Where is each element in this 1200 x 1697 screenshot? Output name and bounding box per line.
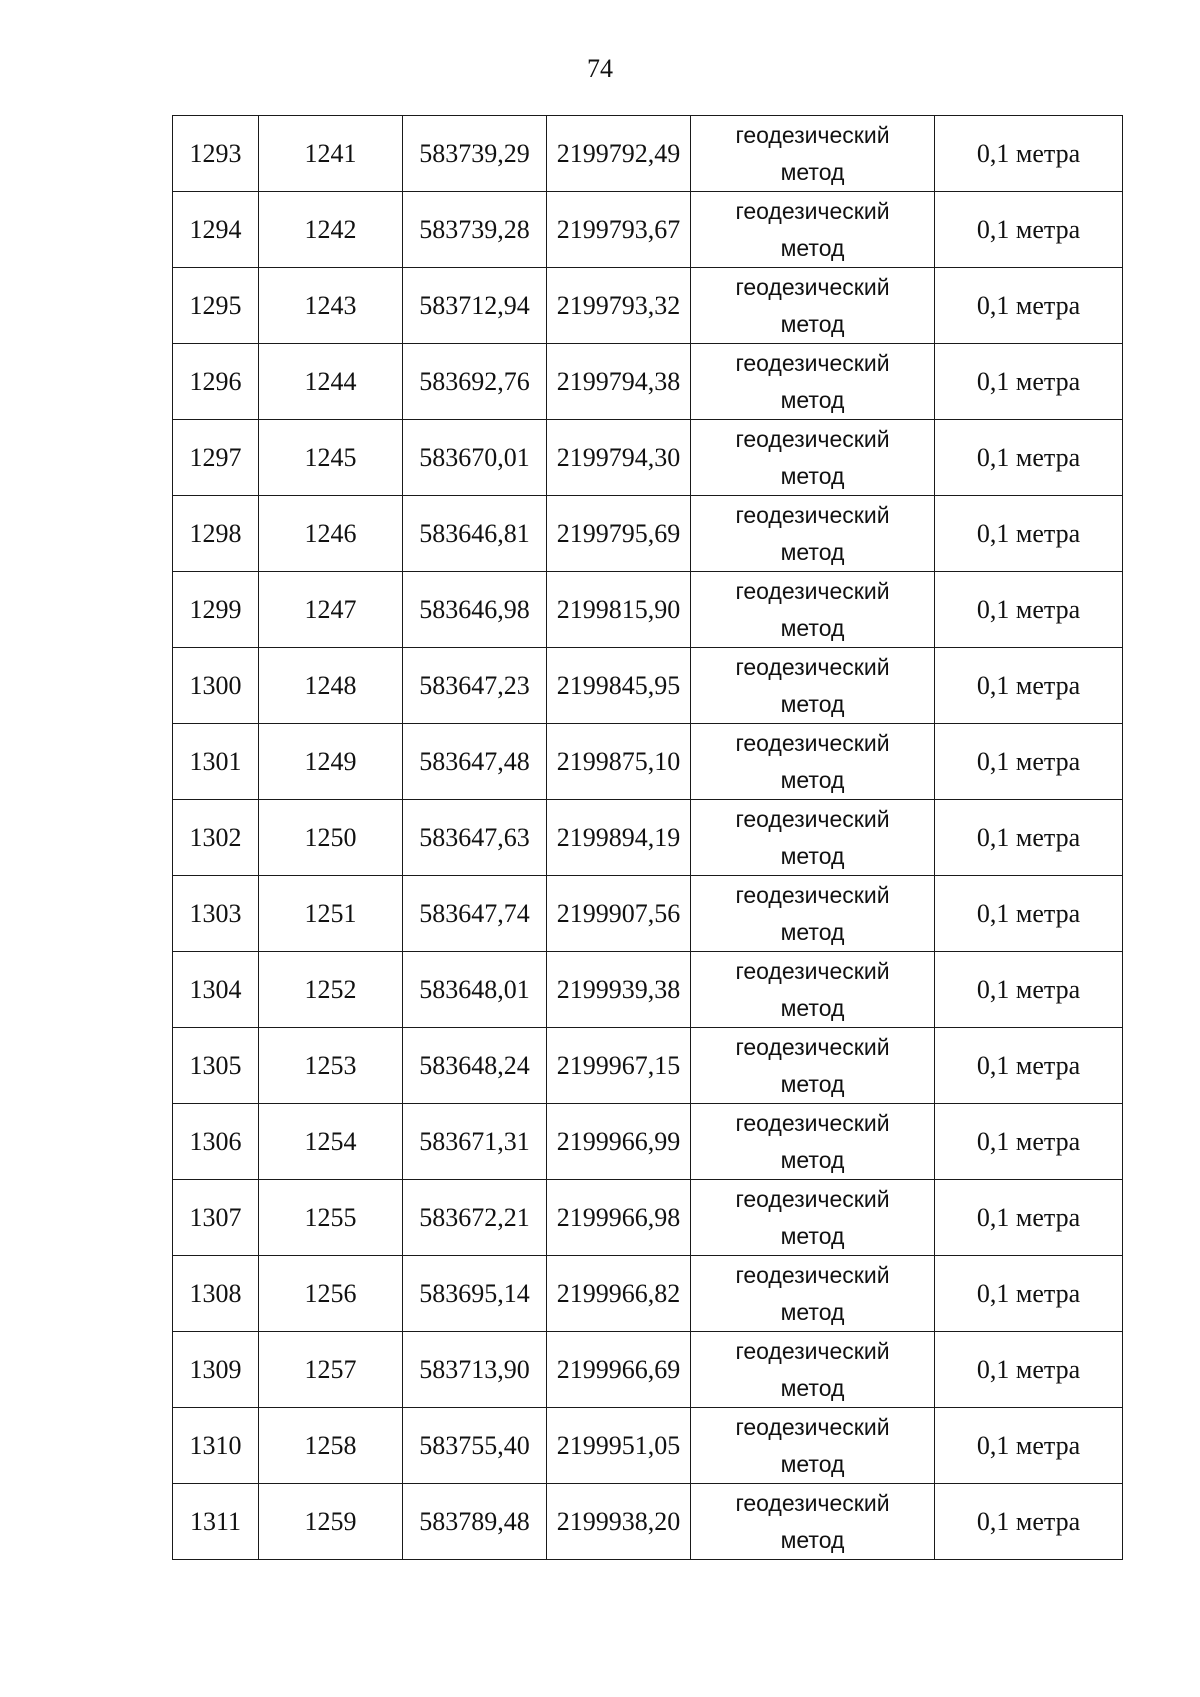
point-number-cell: 1294 bbox=[173, 192, 259, 268]
accuracy-cell: 0,1 метра bbox=[935, 1180, 1123, 1256]
method-cell bbox=[691, 648, 935, 724]
method-line-2: метод bbox=[780, 690, 845, 717]
point-id-cell: 1245 bbox=[259, 420, 403, 496]
method-line-2: метод bbox=[780, 842, 845, 869]
method-line-1: геодезический bbox=[735, 1109, 890, 1136]
method-cell bbox=[691, 952, 935, 1028]
table-row bbox=[173, 1180, 1123, 1256]
point-number-cell: 1303 bbox=[173, 876, 259, 952]
coordinates-table bbox=[172, 115, 1123, 1560]
table-row bbox=[173, 876, 1123, 952]
point-id-cell: 1252 bbox=[259, 952, 403, 1028]
point-number-cell: 1293 bbox=[173, 116, 259, 192]
x-coordinate-cell: 583647,23 bbox=[403, 648, 547, 724]
point-id-cell: 1258 bbox=[259, 1408, 403, 1484]
table-row bbox=[173, 800, 1123, 876]
y-coordinate-cell: 2199967,15 bbox=[547, 1028, 691, 1104]
accuracy-cell: 0,1 метра bbox=[935, 192, 1123, 268]
y-coordinate-cell: 2199793,67 bbox=[547, 192, 691, 268]
method-line-2: метод bbox=[780, 1070, 845, 1097]
x-coordinate-cell: 583671,31 bbox=[403, 1104, 547, 1180]
point-number-cell: 1305 bbox=[173, 1028, 259, 1104]
point-id-cell: 1241 bbox=[259, 116, 403, 192]
point-id-cell: 1255 bbox=[259, 1180, 403, 1256]
method-cell bbox=[691, 496, 935, 572]
x-coordinate-cell: 583648,01 bbox=[403, 952, 547, 1028]
method-line-1: геодезический bbox=[735, 653, 890, 680]
method-cell bbox=[691, 1256, 935, 1332]
x-coordinate-cell: 583647,63 bbox=[403, 800, 547, 876]
y-coordinate-cell: 2199793,32 bbox=[547, 268, 691, 344]
table-row bbox=[173, 1028, 1123, 1104]
table-row bbox=[173, 648, 1123, 724]
point-number-cell: 1310 bbox=[173, 1408, 259, 1484]
point-number-cell: 1311 bbox=[173, 1484, 259, 1560]
point-id-cell: 1253 bbox=[259, 1028, 403, 1104]
point-id-cell: 1251 bbox=[259, 876, 403, 952]
x-coordinate-cell: 583755,40 bbox=[403, 1408, 547, 1484]
table-row bbox=[173, 116, 1123, 192]
method-line-1: геодезический bbox=[735, 349, 890, 376]
point-number-cell: 1306 bbox=[173, 1104, 259, 1180]
x-coordinate-cell: 583648,24 bbox=[403, 1028, 547, 1104]
accuracy-cell: 0,1 метра bbox=[935, 116, 1123, 192]
method-cell bbox=[691, 724, 935, 800]
method-cell bbox=[691, 116, 935, 192]
method-line-1: геодезический bbox=[735, 425, 890, 452]
x-coordinate-cell: 583646,81 bbox=[403, 496, 547, 572]
y-coordinate-cell: 2199966,82 bbox=[547, 1256, 691, 1332]
x-coordinate-cell: 583670,01 bbox=[403, 420, 547, 496]
x-coordinate-cell: 583739,29 bbox=[403, 116, 547, 192]
table-row bbox=[173, 268, 1123, 344]
method-cell bbox=[691, 268, 935, 344]
method-line-2: метод bbox=[780, 1298, 845, 1325]
y-coordinate-cell: 2199939,38 bbox=[547, 952, 691, 1028]
point-number-cell: 1300 bbox=[173, 648, 259, 724]
point-number-cell: 1298 bbox=[173, 496, 259, 572]
method-line-2: метод bbox=[780, 538, 845, 565]
table-row bbox=[173, 1484, 1123, 1560]
table-row bbox=[173, 496, 1123, 572]
point-number-cell: 1308 bbox=[173, 1256, 259, 1332]
y-coordinate-cell: 2199966,69 bbox=[547, 1332, 691, 1408]
point-id-cell: 1243 bbox=[259, 268, 403, 344]
table-row bbox=[173, 1104, 1123, 1180]
point-number-cell: 1307 bbox=[173, 1180, 259, 1256]
table-row bbox=[173, 724, 1123, 800]
method-line-2: метод bbox=[780, 766, 845, 793]
accuracy-cell: 0,1 метра bbox=[935, 572, 1123, 648]
x-coordinate-cell: 583647,74 bbox=[403, 876, 547, 952]
x-coordinate-cell: 583647,48 bbox=[403, 724, 547, 800]
accuracy-cell: 0,1 метра bbox=[935, 648, 1123, 724]
accuracy-cell: 0,1 метра bbox=[935, 1028, 1123, 1104]
method-line-2: метод bbox=[780, 1450, 845, 1477]
method-line-1: геодезический bbox=[735, 1185, 890, 1212]
accuracy-cell: 0,1 метра bbox=[935, 1104, 1123, 1180]
table-row bbox=[173, 1408, 1123, 1484]
method-cell bbox=[691, 1332, 935, 1408]
method-line-1: геодезический bbox=[735, 273, 890, 300]
point-number-cell: 1296 bbox=[173, 344, 259, 420]
y-coordinate-cell: 2199894,19 bbox=[547, 800, 691, 876]
point-id-cell: 1254 bbox=[259, 1104, 403, 1180]
accuracy-cell: 0,1 метра bbox=[935, 1332, 1123, 1408]
method-cell bbox=[691, 800, 935, 876]
accuracy-cell: 0,1 метра bbox=[935, 268, 1123, 344]
point-id-cell: 1246 bbox=[259, 496, 403, 572]
point-id-cell: 1259 bbox=[259, 1484, 403, 1560]
point-id-cell: 1250 bbox=[259, 800, 403, 876]
method-line-1: геодезический bbox=[735, 1261, 890, 1288]
method-cell bbox=[691, 1028, 935, 1104]
method-cell bbox=[691, 1180, 935, 1256]
method-line-2: метод bbox=[780, 310, 845, 337]
point-id-cell: 1247 bbox=[259, 572, 403, 648]
method-cell bbox=[691, 1484, 935, 1560]
x-coordinate-cell: 583646,98 bbox=[403, 572, 547, 648]
method-cell bbox=[691, 572, 935, 648]
y-coordinate-cell: 2199792,49 bbox=[547, 116, 691, 192]
method-line-2: метод bbox=[780, 1374, 845, 1401]
point-number-cell: 1301 bbox=[173, 724, 259, 800]
method-line-2: метод bbox=[780, 158, 845, 185]
point-id-cell: 1242 bbox=[259, 192, 403, 268]
point-id-cell: 1249 bbox=[259, 724, 403, 800]
method-line-2: метод bbox=[780, 918, 845, 945]
method-line-1: геодезический bbox=[735, 501, 890, 528]
accuracy-cell: 0,1 метра bbox=[935, 952, 1123, 1028]
point-number-cell: 1309 bbox=[173, 1332, 259, 1408]
y-coordinate-cell: 2199907,56 bbox=[547, 876, 691, 952]
method-line-2: метод bbox=[780, 1146, 845, 1173]
method-line-1: геодезический bbox=[735, 1413, 890, 1440]
point-number-cell: 1302 bbox=[173, 800, 259, 876]
point-id-cell: 1257 bbox=[259, 1332, 403, 1408]
point-id-cell: 1256 bbox=[259, 1256, 403, 1332]
x-coordinate-cell: 583713,90 bbox=[403, 1332, 547, 1408]
accuracy-cell: 0,1 метра bbox=[935, 724, 1123, 800]
method-line-1: геодезический bbox=[735, 957, 890, 984]
method-line-1: геодезический bbox=[735, 805, 890, 832]
point-number-cell: 1299 bbox=[173, 572, 259, 648]
method-line-1: геодезический bbox=[735, 729, 890, 756]
x-coordinate-cell: 583739,28 bbox=[403, 192, 547, 268]
method-line-2: метод bbox=[780, 462, 845, 489]
method-line-1: геодезический bbox=[735, 881, 890, 908]
table-row bbox=[173, 420, 1123, 496]
method-cell bbox=[691, 876, 935, 952]
method-cell bbox=[691, 1104, 935, 1180]
method-line-2: метод bbox=[780, 386, 845, 413]
method-line-2: метод bbox=[780, 614, 845, 641]
method-line-2: метод bbox=[780, 1526, 845, 1553]
y-coordinate-cell: 2199875,10 bbox=[547, 724, 691, 800]
accuracy-cell: 0,1 метра bbox=[935, 344, 1123, 420]
method-cell bbox=[691, 192, 935, 268]
table-row bbox=[173, 1332, 1123, 1408]
method-line-1: геодезический bbox=[735, 577, 890, 604]
method-line-1: геодезический bbox=[735, 1033, 890, 1060]
method-line-1: геодезический bbox=[735, 1489, 890, 1516]
accuracy-cell: 0,1 метра bbox=[935, 1256, 1123, 1332]
method-cell bbox=[691, 420, 935, 496]
table-row bbox=[173, 344, 1123, 420]
y-coordinate-cell: 2199938,20 bbox=[547, 1484, 691, 1560]
method-line-2: метод bbox=[780, 234, 845, 261]
y-coordinate-cell: 2199794,30 bbox=[547, 420, 691, 496]
coordinates-table-body bbox=[173, 116, 1123, 1560]
method-line-1: геодезический bbox=[735, 197, 890, 224]
y-coordinate-cell: 2199815,90 bbox=[547, 572, 691, 648]
accuracy-cell: 0,1 метра bbox=[935, 1408, 1123, 1484]
y-coordinate-cell: 2199795,69 bbox=[547, 496, 691, 572]
accuracy-cell: 0,1 метра bbox=[935, 496, 1123, 572]
accuracy-cell: 0,1 метра bbox=[935, 1484, 1123, 1560]
accuracy-cell: 0,1 метра bbox=[935, 800, 1123, 876]
x-coordinate-cell: 583789,48 bbox=[403, 1484, 547, 1560]
table-row bbox=[173, 572, 1123, 648]
y-coordinate-cell: 2199951,05 bbox=[547, 1408, 691, 1484]
table-row bbox=[173, 1256, 1123, 1332]
point-number-cell: 1295 bbox=[173, 268, 259, 344]
method-line-2: метод bbox=[780, 1222, 845, 1249]
point-number-cell: 1297 bbox=[173, 420, 259, 496]
page-number: 74 bbox=[587, 54, 613, 83]
accuracy-cell: 0,1 метра bbox=[935, 420, 1123, 496]
method-line-1: геодезический bbox=[735, 121, 890, 148]
y-coordinate-cell: 2199966,99 bbox=[547, 1104, 691, 1180]
method-line-2: метод bbox=[780, 994, 845, 1021]
method-line-1: геодезический bbox=[735, 1337, 890, 1364]
x-coordinate-cell: 583692,76 bbox=[403, 344, 547, 420]
table-row bbox=[173, 192, 1123, 268]
accuracy-cell: 0,1 метра bbox=[935, 876, 1123, 952]
x-coordinate-cell: 583695,14 bbox=[403, 1256, 547, 1332]
table-row bbox=[173, 952, 1123, 1028]
point-id-cell: 1244 bbox=[259, 344, 403, 420]
y-coordinate-cell: 2199845,95 bbox=[547, 648, 691, 724]
point-number-cell: 1304 bbox=[173, 952, 259, 1028]
method-cell bbox=[691, 344, 935, 420]
x-coordinate-cell: 583672,21 bbox=[403, 1180, 547, 1256]
x-coordinate-cell: 583712,94 bbox=[403, 268, 547, 344]
y-coordinate-cell: 2199794,38 bbox=[547, 344, 691, 420]
point-id-cell: 1248 bbox=[259, 648, 403, 724]
method-cell bbox=[691, 1408, 935, 1484]
y-coordinate-cell: 2199966,98 bbox=[547, 1180, 691, 1256]
